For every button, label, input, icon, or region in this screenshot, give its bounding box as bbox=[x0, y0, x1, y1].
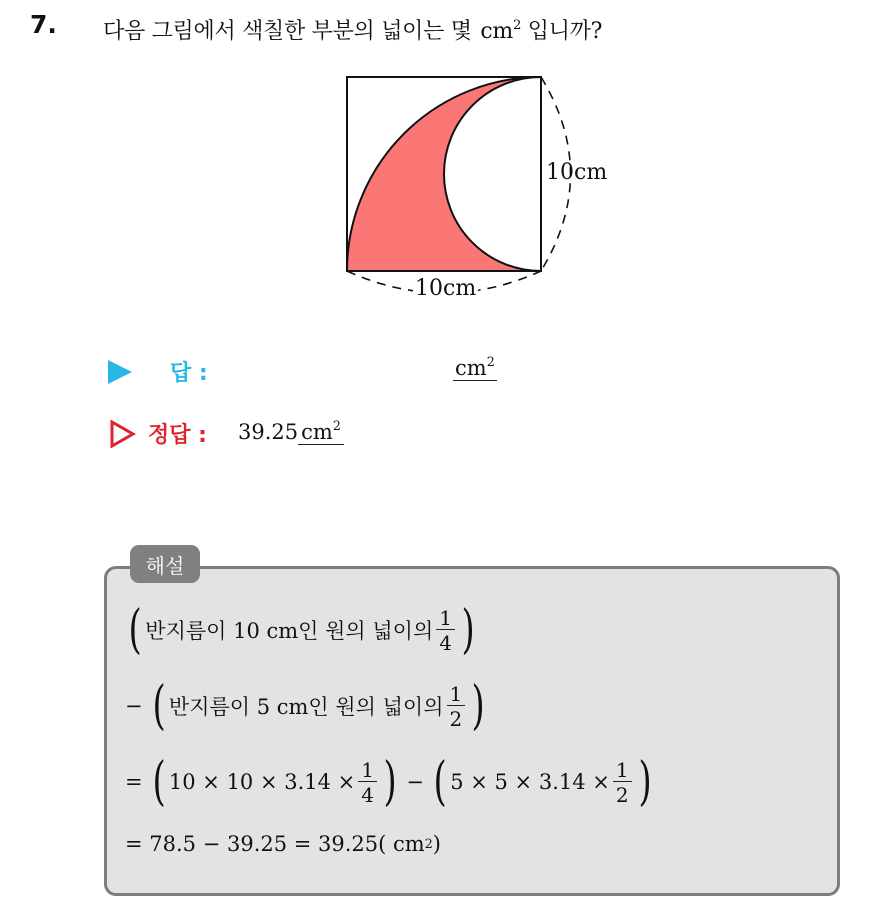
outlined-play-icon bbox=[110, 420, 136, 448]
correct-answer-row bbox=[110, 418, 207, 449]
question-body: 다음 그림에서 색칠한 부분의 넓이는 몇 bbox=[103, 19, 472, 44]
question-number: 7. bbox=[30, 10, 57, 39]
fraction: $\frac{1}{4}$ bbox=[358, 759, 377, 806]
answer-label: 답 : bbox=[170, 361, 208, 386]
solution-line-3: = ( 10 × 10 × 3.14 × $\frac{1}{4}$ ) − ( 5 × 5 × 3.14 × $\frac{1}{2}$ ) bbox=[125, 752, 652, 812]
side-label-right: 10cm bbox=[546, 160, 608, 185]
shaded-region bbox=[347, 77, 541, 271]
correct-value: 39.25 $cm^2$ bbox=[238, 420, 344, 444]
fraction: $\frac{1}{2}$ bbox=[447, 683, 466, 730]
answer-blank[interactable]: $cm^2$ bbox=[455, 354, 495, 380]
side-label-bottom: 10cm bbox=[415, 276, 477, 301]
question-unit: $cm^2$ bbox=[480, 17, 522, 44]
solution-line-1: ( 반지름이 10 cm인 원의 넓이의 $\frac{1}{4}$ ) bbox=[128, 600, 475, 660]
solution-tag: 해설 bbox=[130, 545, 200, 583]
solution-line-4: = 78.5 − 39.25 = 39.25( cm 2 ) bbox=[125, 832, 441, 856]
play-icon bbox=[108, 360, 132, 384]
answer-row bbox=[108, 356, 208, 387]
correct-label: 정답 : bbox=[148, 423, 207, 448]
fraction: $\frac{1}{4}$ bbox=[436, 607, 455, 654]
fraction: $\frac{1}{2}$ bbox=[613, 759, 632, 806]
question-tail: 입니까? bbox=[527, 19, 603, 44]
correct-unit: $cm^2$ bbox=[298, 420, 344, 445]
solution-line-2: − ( 반지름이 5 cm인 원의 넓이의 $\frac{1}{2}$ ) bbox=[125, 676, 485, 736]
